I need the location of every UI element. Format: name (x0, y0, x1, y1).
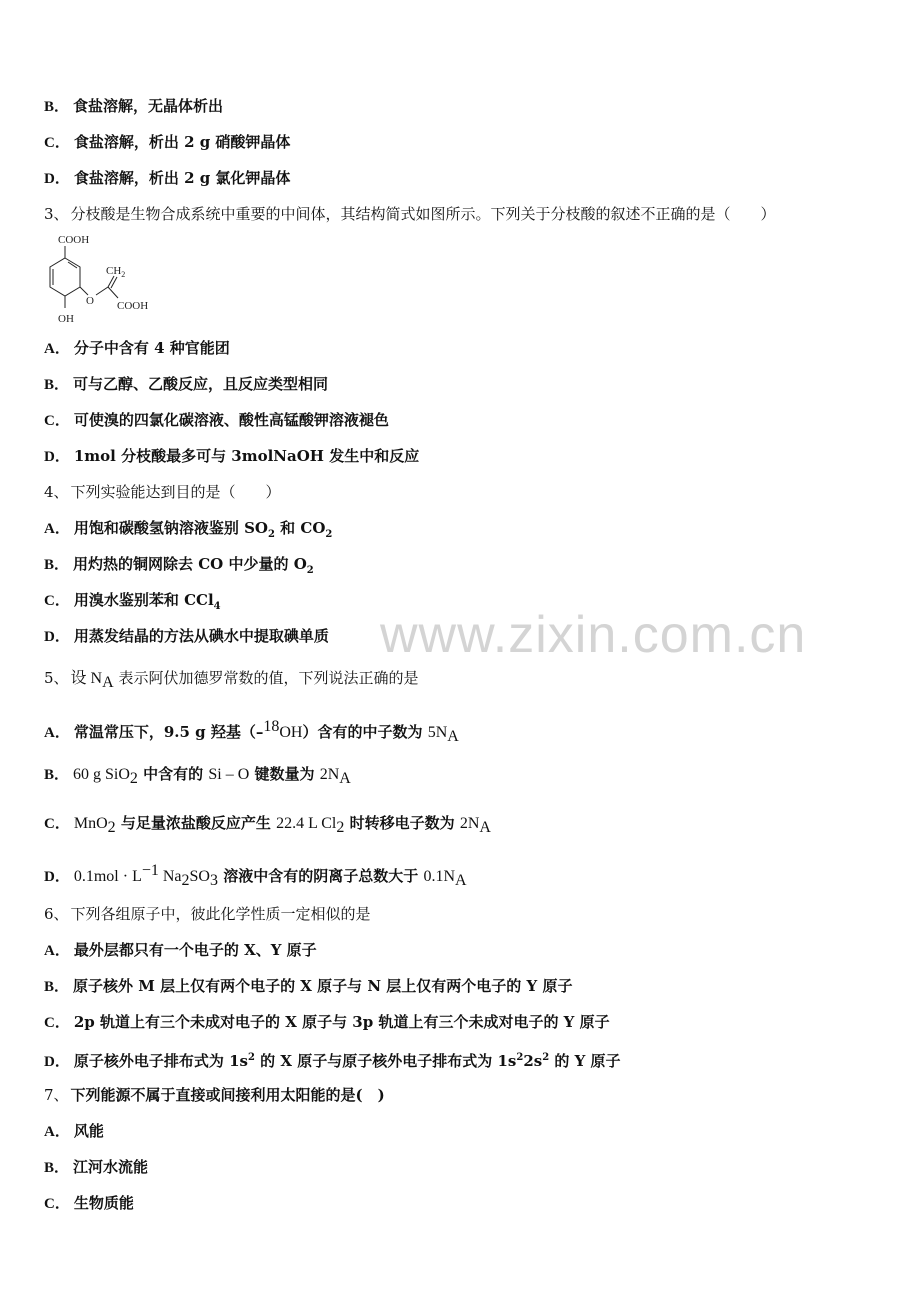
option-text: MnO$_2$ 与足量浓盐酸反应产生 22.4 L $Cl_2$ 时转移电子数为 $2N_A$ (73, 814, 491, 836)
option-text: 江河水流能 (73, 1158, 149, 1176)
question-number: 3、 (44, 205, 69, 223)
question-number: 7、 (44, 1086, 69, 1104)
q2-option-b (44, 96, 223, 117)
option-label: D． (44, 171, 70, 187)
structure-label-cooh-right: COOH (117, 300, 149, 312)
bond (108, 287, 118, 298)
question-number: 4、 (44, 483, 69, 501)
double-bond (111, 277, 117, 288)
q3-option-c (44, 410, 389, 431)
option-text: 风能 (73, 1122, 104, 1140)
q5-stem (44, 668, 418, 693)
question-text: 分枝酸是生物合成系统中重要的中间体，其结构简式如图所示。下列关于分枝酸的叙述不正确的是（ ） (70, 205, 776, 223)
option-text: 食盐溶解，析出 2 g 硝酸钾晶体 (73, 133, 291, 151)
option-label: A． (44, 1124, 70, 1140)
option-text: 生物质能 (73, 1194, 134, 1212)
structure-label-o: O (86, 295, 94, 307)
option-label: C． (44, 593, 70, 609)
q3-stem (44, 204, 776, 224)
q6-stem (44, 904, 371, 924)
option-text: 分子中含有 4 种官能团 (73, 339, 230, 357)
option-text: 常温常压下，9.5 g 羟基（–$^{18}$OH）含有的中子数为 $5N_A$ (73, 718, 459, 745)
q4-option-c (44, 590, 221, 617)
q2-option-c (44, 132, 290, 153)
option-text: 原子核外 M 层上仅有两个电子的 X 原子与 N 层上仅有两个电子的 Y 原子 (73, 977, 573, 995)
option-label: C． (44, 413, 70, 429)
q6-option-b (44, 976, 572, 997)
option-text: 食盐溶解，无晶体析出 (73, 97, 224, 115)
q5-option-b (44, 764, 351, 789)
option-label: B． (44, 557, 70, 573)
option-label: B． (44, 979, 70, 995)
option-label: D． (44, 1054, 70, 1070)
q3-option-b (44, 374, 328, 395)
q6-option-c (44, 1012, 610, 1033)
chorismic-acid-structure (40, 232, 170, 328)
option-text: $0.1mol \cdot L^{-1}$ $Na_2SO_3$ 溶液中含有的阴离子总数大于 $0.1N_A$ (73, 862, 467, 889)
option-label: D． (44, 449, 70, 465)
option-text: 用灼热的铜网除去 CO 中少量的 $O_2$ (73, 555, 314, 576)
option-text: 1mol 分枝酸最多可与 3molNaOH 发生中和反应 (73, 447, 420, 465)
option-label: B． (44, 1160, 70, 1176)
q4-option-a (44, 518, 332, 545)
question-text: 下列各组原子中，彼此化学性质一定相似的是 (70, 905, 371, 923)
option-label: B． (44, 377, 70, 393)
option-label: A． (44, 943, 70, 959)
question-number: 6、 (44, 905, 69, 923)
q4-option-b (44, 554, 314, 581)
q5-option-d (44, 861, 467, 891)
option-label: C． (44, 1196, 70, 1212)
option-text: 原子核外电子排布式为 $1s^2$ 的 X 原子与原子核外电子排布式为 $1s^22s^2$ 的 Y 原子 (73, 1052, 621, 1070)
option-label: C． (44, 1015, 70, 1031)
q5-option-a (44, 717, 459, 747)
option-text: 60 g SiO$_2$ 中含有的 Si – O 键数量为 $2N_A$ (73, 765, 351, 787)
structure-label-oh: OH (58, 313, 74, 325)
question-text: 下列能源不属于直接或间接利用太阳能的是( ) (70, 1086, 385, 1104)
option-label: A． (44, 725, 70, 741)
q6-option-a (44, 940, 317, 961)
bond (108, 276, 114, 287)
ring (50, 258, 80, 296)
q7-stem (44, 1085, 385, 1105)
q7-option-b (44, 1157, 148, 1178)
question-text: 下列实验能达到目的是（ ） (70, 483, 281, 501)
option-label: B． (44, 767, 70, 783)
option-text: 2p 轨道上有三个未成对电子的 X 原子与 3p 轨道上有三个未成对电子的 Y 原子 (73, 1013, 610, 1031)
option-text: 可使溴的四氯化碳溶液、酸性高锰酸钾溶液褪色 (73, 411, 389, 429)
option-text: 用蒸发结晶的方法从碘水中提取碘单质 (73, 627, 329, 645)
option-text: 用溴水鉴别苯和 CCl$_4$ (73, 591, 221, 612)
bond (80, 287, 88, 295)
option-label: A． (44, 341, 70, 357)
option-label: A． (44, 521, 70, 537)
q7-option-c (44, 1193, 134, 1214)
option-label: C． (44, 816, 70, 832)
option-label: D． (44, 629, 70, 645)
q6-option-d (44, 1048, 621, 1072)
question-number: 5、 (44, 669, 69, 687)
option-label: D． (44, 869, 70, 885)
q4-option-d (44, 626, 329, 647)
q3-option-a (44, 338, 230, 359)
q4-stem (44, 482, 281, 502)
option-label: B． (44, 99, 70, 115)
bond (96, 287, 108, 295)
structure-label-ch2: $CH_2$ (106, 265, 126, 279)
structure-label-cooh-top: COOH (58, 234, 90, 246)
option-text: 可与乙醇、乙酸反应，且反应类型相同 (73, 375, 329, 393)
q7-option-a (44, 1121, 104, 1142)
q5-option-c (44, 813, 491, 838)
option-text: 食盐溶解，析出 2 g 氯化钾晶体 (73, 169, 291, 187)
watermark: www.zixin.com.cn (380, 606, 807, 664)
q2-option-d (44, 168, 290, 189)
option-label: C． (44, 135, 70, 151)
question-text: 设 $N_A$ 表示阿伏加德罗常数的值，下列说法正确的是 (70, 669, 419, 691)
option-text: 用饱和碳酸氢钠溶液鉴别 $SO_2$ 和 $CO_2$ (73, 519, 333, 540)
option-text: 最外层都只有一个电子的 X、Y 原子 (73, 941, 317, 959)
q3-option-d (44, 446, 419, 467)
